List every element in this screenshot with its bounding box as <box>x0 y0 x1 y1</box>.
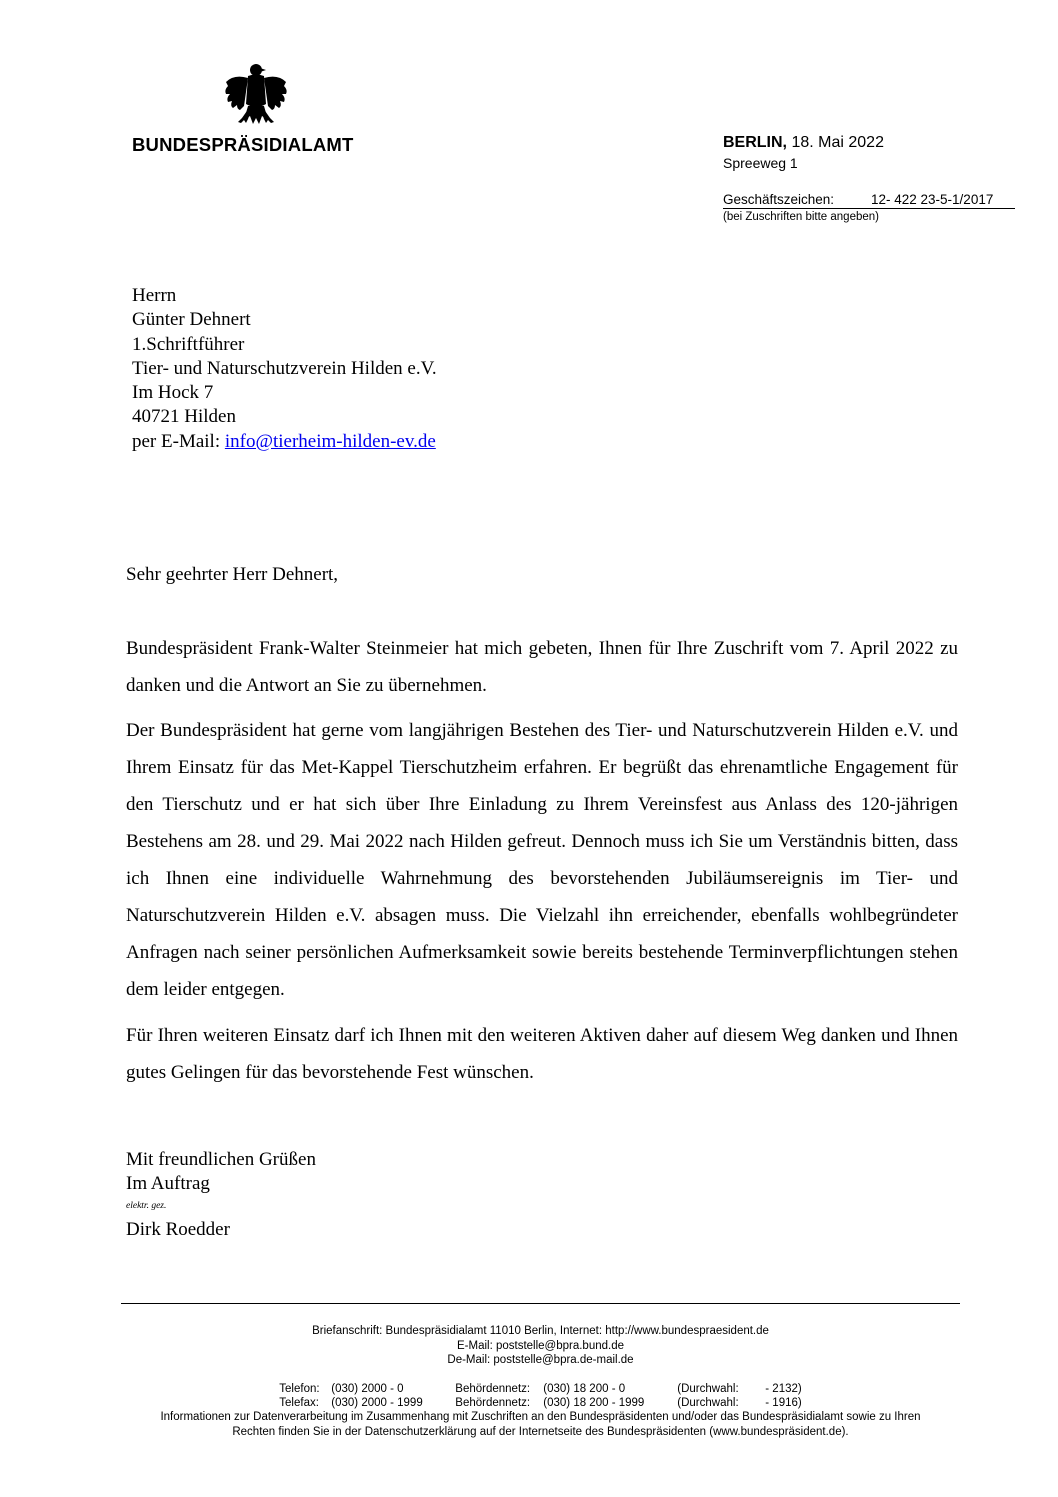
body-paragraph: Bundespräsident Frank-Walter Steinmeier hat mich gebeten, Ihnen für Ihre Zuschrift vom 7. April 2022 zu danken und die Antwort an Sie zu übernehmen. <box>126 638 958 696</box>
recipient-role: 1.Schriftführer <box>132 333 245 355</box>
on-behalf: Im Auftrag <box>126 1173 210 1194</box>
signer-name: Dirk Roedder <box>126 1219 230 1240</box>
closing-block <box>126 1148 316 1196</box>
footer-divider <box>121 1303 960 1304</box>
fax-value: (030) 2000 - 1999 <box>331 1396 423 1409</box>
recipient-email-line <box>132 430 437 454</box>
fax-label: Telefax: <box>279 1396 319 1409</box>
authority-phone: (030) 18 200 - 0 <box>543 1383 626 1395</box>
city: BERLIN, <box>723 134 787 151</box>
email-prefix: per E-Mail: <box>132 430 225 452</box>
footer-postal: Briefanschrift: Bundespräsidialamt 11010 Berlin, Internet: http://www.bundespraesident.de <box>312 1325 769 1337</box>
footer-phone-table <box>121 1383 960 1410</box>
letter-salutation: Sehr geehrter Herr Dehnert, <box>126 564 339 585</box>
privacy-line: Rechten finden Sie in der Datenschutzerklärung auf der Internetseite des Bundespräsidenten (www.bundespräsident.de). <box>232 1425 849 1438</box>
authority-label: Behördennetz: <box>455 1383 531 1395</box>
phone-value: (030) 2000 - 0 <box>331 1383 404 1395</box>
authority-label: Behördennetz: <box>455 1396 531 1409</box>
authority-fax: (030) 18 200 - 1999 <box>543 1396 645 1409</box>
reference-line <box>723 192 1015 209</box>
closing-phrase: Mit freundlichen Grüßen <box>126 1149 316 1170</box>
reference-number: 12- 422 23-5-1/2017 <box>871 192 994 207</box>
reference-label: Geschäftszeichen: <box>723 192 835 207</box>
reference-note: (bei Zuschriften bitte angeben) <box>723 211 879 223</box>
privacy-line: Informationen zur Datenverarbeitung im Zusammenhang mit Zuschriften an den Bundespräsidenten und/oder das Bundespräsidialamt sowie zu Ihren <box>160 1411 921 1423</box>
recipient-city: 40721 Hilden <box>132 406 236 428</box>
recipient-name: Günter Dehnert <box>132 309 251 331</box>
sender-street: Spreeweg 1 <box>723 155 798 171</box>
footer-privacy <box>121 1410 960 1439</box>
footer-demail: De-Mail: poststelle@bpra.de-mail.de <box>447 1354 634 1366</box>
recipient-address <box>132 284 437 454</box>
phone-label: Telefon: <box>279 1383 320 1395</box>
direct-fax: - 1916) <box>765 1396 802 1409</box>
recipient-email-link[interactable]: info@tierheim-hilden-ev.de <box>224 430 436 452</box>
direct-label: (Durchwahl: <box>677 1383 739 1395</box>
direct-phone: - 2132) <box>765 1383 802 1395</box>
city-date <box>723 134 884 152</box>
organization-name: BUNDESPRÄSIDIALAMT <box>132 134 354 155</box>
letter-date: 18. Mai 2022 <box>791 134 884 151</box>
recipient-street: Im Hock 7 <box>132 382 214 404</box>
direct-label: (Durchwahl: <box>677 1396 739 1409</box>
footer-contact <box>121 1324 960 1368</box>
footer-email: E-Mail: poststelle@bpra.bund.de <box>456 1339 624 1352</box>
body-paragraph: Für Ihren weiteren Einsatz darf ich Ihnen mit den weiteren Aktiven daher auf diesem Weg danken und Ihnen gutes Gelingen für das bevorstehende Fest wünschen. <box>126 1025 958 1083</box>
body-paragraph: Der Bundespräsident hat gerne vom langjährigen Bestehen des Tier- und Naturschutzverein Hilden e.V. und Ihrem Einsatz für das Met-Kappel Tierschutzheim erfahren. Er begrüßt das ehrenamtliche Engagement für den Tierschutz und er hat sich über Ihre Einladung zu Ihrem Vereinsfest aus Anlass des 120-jährigen Bestehens am 28. und 29. Mai 2022 nach Hilden gefreut. Dennoch muss ich Sie um Verständnis bitten, dass ich Ihnen eine individuelle Wahrnehmung des bevorstehenden Jubiläumsereignis im Tier- und Naturschutzverein Hilden e.V. absagen muss. Die Vielzahl ihn erreichender, ebenfalls wohlbegründeter Anfragen nach seiner persönlichen Aufmerksamkeit sowie bereits bestehende Terminverpflichtungen stehen dem leider entgegen. <box>126 720 958 1000</box>
signature-note: elektr. gez. <box>126 1201 167 1211</box>
recipient-organization: Tier- und Naturschutzverein Hilden e.V. <box>132 357 437 379</box>
recipient-salutation: Herrn <box>132 285 177 306</box>
